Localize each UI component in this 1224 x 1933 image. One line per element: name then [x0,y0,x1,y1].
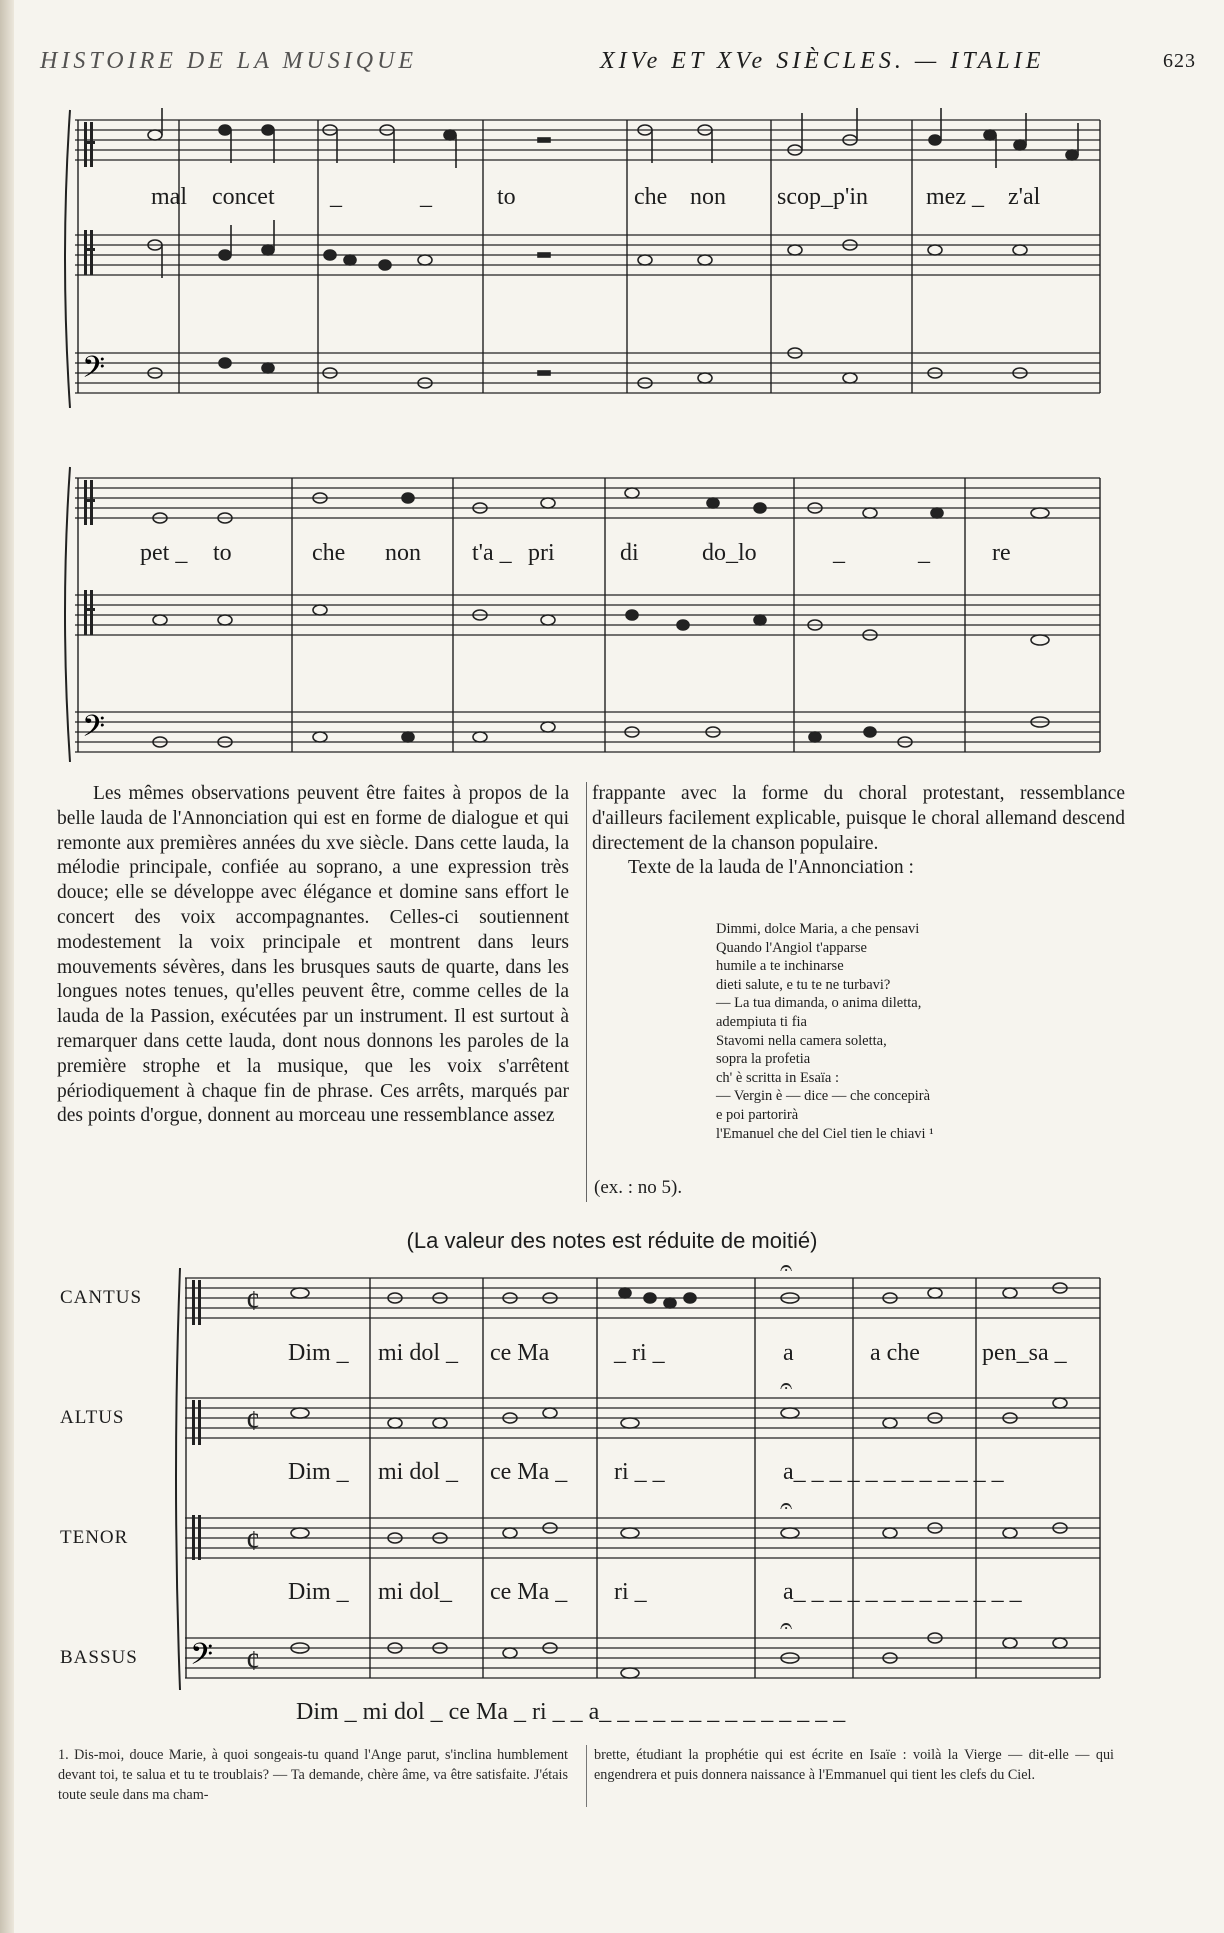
lyric: ce Ma [490,1340,550,1366]
lyric: mi dol _ [378,1459,459,1485]
paragraph: frappante avec la forme du choral protestant, ressemblance d'ailleurs facilement explicable, puisque le choral allemand descend directement de la chanson populaire. [592,783,1125,854]
cut-time-icon: ¢ [246,1406,260,1437]
lyric: ri _ [614,1579,647,1605]
score-system-1 [0,108,1224,408]
column-rule [586,782,587,1202]
bass-clef-icon: 𝄢 [82,710,106,750]
lyric: re [992,540,1011,566]
lyric: di [620,540,639,566]
system-brace [176,1268,180,1690]
running-head [40,48,1196,78]
score-example-5 [0,1260,1224,1730]
cut-time-icon: ¢ [246,1646,260,1677]
poem-line: ch' è scritta in Esaïa : [716,1069,839,1086]
example-reference: (ex. : no 5). [594,1177,683,1198]
staff-lines-bassus [185,1638,1100,1678]
lyric: ce Ma _ [490,1579,568,1605]
lyric: mi dol _ [378,1340,459,1366]
fermata-icon: 𝄐 [780,1613,793,1638]
poem-line: dieti salute, e tu te ne turbavi? [716,976,891,993]
lyrics-system-1 [151,184,1041,210]
poem-line: Stavomi nella camera soletta, [716,1032,887,1049]
lyric: Dim _ [288,1340,349,1366]
footnote-rule [586,1745,587,1807]
lyric: ce Ma _ [490,1459,568,1485]
poem-line: l'Emanuel che del Ciel tien le chiavi ¹ [716,1125,934,1142]
lyric: a che [870,1340,920,1366]
footnote-right: brette, étudiant la prophétie qui est écrite en Isaïe : voilà la Vierge — dit-elle — qui engendrera et puis donnera naissance à l'Emmanuel qui tient les clefs du Ciel. [594,1747,1114,1783]
lyric: Dim _ [288,1459,349,1485]
poem-line: adempiuta ti fia [716,1013,807,1030]
fermata-icon: 𝄐 [780,1260,793,1280]
lyric: z'al [1008,184,1041,210]
example-caption: (La valeur des notes est réduite de moitié) [406,1228,818,1253]
notes-system-2 [153,488,1049,747]
page-number: 623 [1163,50,1196,72]
lyric: a_ _ _ _ _ _ _ _ _ _ _ _ _ [783,1579,1022,1605]
lyric: _ ri _ [614,1340,665,1366]
lyric: che [634,184,668,210]
lyric: _ [833,540,845,566]
lyric: Dim _ [288,1579,349,1605]
staff-lines-altus [185,1398,1100,1438]
poem-line: sopra la profetia [716,1051,811,1068]
voice-label-bassus: BASSUS [60,1647,138,1668]
body-right-column [592,782,1125,881]
poem-line: — La tua dimanda, o anima diletta, [716,995,922,1012]
lyric: che [312,540,346,566]
lyric: to [213,540,232,566]
fermata-icon: 𝄐 [780,1373,793,1398]
lyric: mez _ [926,184,984,210]
text-intro: Texte de la lauda de l'Annonciation : [628,857,914,879]
lyric: concet [212,184,275,210]
lyric: scop_p'in [777,184,868,210]
poem-line: — Vergin è — dice — che concepirà [716,1088,931,1105]
voice-label-cantus: CANTUS [60,1287,143,1308]
lyric: a_ _ _ _ _ _ _ _ _ _ _ _ [783,1459,1004,1485]
lyric: ri _ _ [614,1459,665,1485]
lyrics-system-2 [140,540,1011,566]
poem-line: Quando l'Angiol t'apparse [716,939,867,956]
lauda-poem [716,920,1036,1143]
poem-line: e poi partorirà [716,1106,799,1123]
lyric: a [783,1340,794,1366]
cut-time-icon: ¢ [246,1286,260,1317]
lyric: mal [151,184,187,210]
system-brace [65,110,70,408]
staff-lines-cantus [185,1278,1100,1318]
lyric: _ [330,184,342,210]
staff-lines-tenor [185,1518,1100,1558]
lyric: mi dol_ [378,1579,453,1605]
running-head-left: HISTOIRE DE LA MUSIQUE [40,48,418,74]
bass-clef-icon: 𝄢 [190,1638,214,1678]
fermata-icon: 𝄐 [780,1493,793,1518]
cut-time-icon: ¢ [246,1526,260,1557]
voice-label-tenor: TENOR [60,1527,129,1548]
poem-line: Dimmi, dolce Maria, a che pensavi [716,921,920,937]
lyric: pet _ [140,540,188,566]
body-left-column [57,782,569,1129]
staff-lines-top [75,478,1100,518]
lyric: t'a _ [472,540,512,566]
paragraph: Les mêmes observations peuvent être faites à propos de la belle lauda de l'Annonciation qui est en forme de dialogue et qui remonte aux premières années du xve siècle. Dans cette lauda, la mélodie principale, confiée au soprano, a une expression très douce; elle se développe avec élégance et domine sans effort le concert des voix accompagnantes. Celles-ci soutiennent modestement la voix principale et montrent dans leurs mouvements sévères, dans les brusques sauts de quarte, dans les longues notes tenues, qu'elles peuvent être, comme celles de la lauda de la Passion, exécutées par un instrument. Il est surtout à remarquer dans cette lauda, dont nous donnons les paroles de la première strophe et la musique, que les voix s'arrêtent périodiquement à chaque fin de phrase. Ces arrêts, marqués par des points d'orgue, donnent au morceau une ressemblance assez [57,783,569,1127]
lyric: pen_sa _ [982,1340,1067,1366]
lyric: do_lo [702,540,757,566]
lyric: _ [420,184,432,210]
time-signature-icons [246,1286,260,1677]
lyric: pri [528,540,555,566]
lyric: non [385,540,421,566]
bass-clef-icon: 𝄢 [82,351,106,391]
system-brace [65,467,70,762]
score-system-2 [0,462,1224,762]
footnote-left: 1. Dis-moi, douce Marie, à quoi songeais-tu quand l'Ange parut, s'inclina humblement devant toi, te salua et tu te troublais? — Ta demande, chère âme, va être satisfaite. J'étais toute seule dans ma cham- [58,1747,568,1803]
lyric: _ [918,540,930,566]
c-clef-icon [84,230,95,275]
lyric: non [690,184,726,210]
poem-line: humile a te inchinarse [716,958,844,975]
c-clef-icon [84,590,95,635]
lyric: to [497,184,516,210]
lyric: Dim _ mi dol _ ce Ma _ ri _ _ a_ _ _ _ _ _ _ _ _ _ _ _ _ _ [296,1699,846,1725]
running-head-right: XIVe ET XVe SIÈCLES. — ITALIE [600,48,1045,74]
voice-label-altus: ALTUS [60,1407,125,1428]
